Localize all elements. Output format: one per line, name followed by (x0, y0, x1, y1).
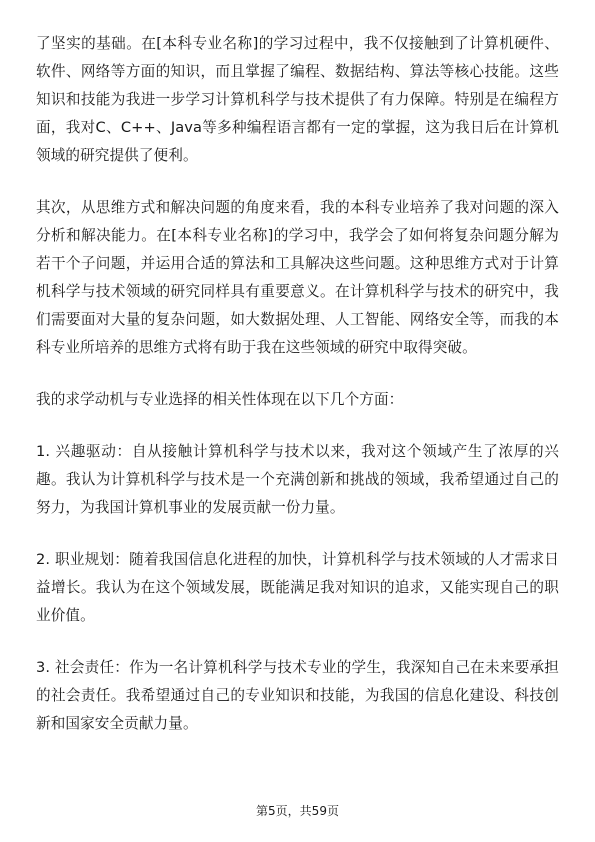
paragraph-thinking: 其次，从思维方式和解决问题的角度来看，我的本科专业培养了我对问题的深入分析和解决能力。在[本科专业名称]的学习中，我学会了如何将复杂问题分解为若干个子问题，并运用合适的算法和工具解决这些问题。这种思维方式对于计算机科学与技术领域的研究同样具有重要意义。在计算机科学与技术的研究中，我们需要面对大量的复杂问题，如大数据处理、人工智能、网络安全等，而我的本科专业所培养的思维方式将有助于我在这些领域的研究中取得突破。 (36, 199, 559, 356)
document-page (36, 30, 559, 762)
paragraph-career: 2. 职业规划：随着我国信息化进程的加快，计算机科学与技术领域的人才需求日益增长。我认为在这个领域发展，既能满足我对知识的追求，又能实现自己的职业价值。 (36, 551, 559, 624)
paragraph-motivation-intro: 我的求学动机与专业选择的相关性体现在以下几个方面： (36, 391, 404, 408)
paragraph-interest: 1. 兴趣驱动：自从接触计算机科学与技术以来，我对这个领域产生了浓厚的兴趣。我认为计算机科学与技术是一个充满创新和挑战的领域，我希望通过自己的努力，为我国计算机事业的发展贡献一份力量。 (36, 443, 559, 516)
paragraph-foundation: 了坚实的基础。在[本科专业名称]的学习过程中，我不仅接触到了计算机硬件、软件、网络等方面的知识，而且掌握了编程、数据结构、算法等核心技能。这些知识和技能为我进一步学习计算机科学与技术提供了有力保障。特别是在编程方面，我对C、C++、Java等多种编程语言都有一定的掌握，这为我日后在计算机领域的研究提供了便利。 (36, 35, 559, 164)
page-number: 第5页，共59页 (256, 804, 339, 818)
paragraph-responsibility: 3. 社会责任：作为一名计算机科学与技术专业的学生，我深知自己在未来要承担的社会责任。我希望通过自己的专业知识和技能，为我国的信息化建设、科技创新和国家安全贡献力量。 (36, 659, 559, 732)
